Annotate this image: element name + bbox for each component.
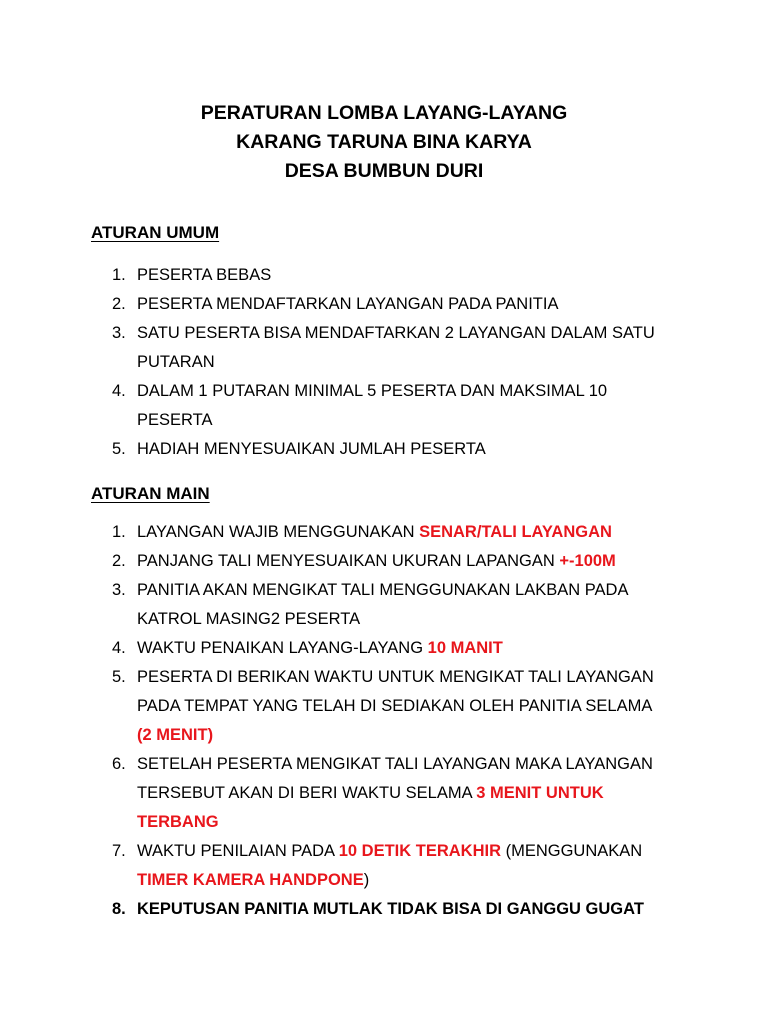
- list-item-number: 1.: [112, 523, 126, 541]
- list-item-number: 3.: [112, 581, 126, 599]
- highlight-text: TIMER KAMERA HANDPONE: [137, 871, 364, 889]
- highlight-text: TERBANG: [137, 813, 219, 831]
- list-item-text: (MENGGUNAKAN: [501, 842, 643, 860]
- list-item: [91, 663, 711, 750]
- list-item-number: 1.: [112, 266, 126, 284]
- list-item-number: 6.: [112, 755, 126, 773]
- list-item: [91, 377, 711, 435]
- list-item-text: SETELAH PESERTA MENGIKAT TALI LAYANGAN MAKA LAYANGAN: [137, 755, 653, 773]
- highlight-text: 10 DETIK TERAKHIR: [338, 842, 501, 860]
- title-line-2: KARANG TARUNA BINA KARYA: [236, 131, 532, 153]
- list-item-text: KATROL MASING2 PESERTA: [137, 610, 361, 628]
- list-item: [91, 435, 711, 464]
- list-item-text: PANJANG TALI MENYESUAIKAN UKURAN LAPANGAN: [137, 552, 560, 570]
- list-item: [91, 895, 711, 924]
- list-item: [91, 261, 711, 290]
- list-item-text: PUTARAN: [137, 353, 215, 371]
- list-item-text: PANITIA AKAN MENGIKAT TALI MENGGUNAKAN LAKBAN PADA: [137, 581, 629, 599]
- list-item-text: WAKTU PENAIKAN LAYANG-LAYANG: [137, 639, 428, 657]
- list-item-text: DALAM 1 PUTARAN MINIMAL 5 PESERTA DAN MAKSIMAL 10: [137, 382, 608, 400]
- list-item-number: 4.: [112, 382, 126, 400]
- list-item: [91, 837, 711, 895]
- section-heading-aturan-main: ATURAN MAIN: [91, 484, 210, 503]
- list-item-text: LAYANGAN WAJIB MENGGUNAKAN: [137, 523, 420, 541]
- list-item-number: 2.: [112, 552, 126, 570]
- list-item: [91, 319, 711, 377]
- highlight-text: 10 MANIT: [427, 639, 503, 657]
- title-line-3: DESA BUMBUN DURI: [284, 160, 484, 182]
- list-item-text: KEPUTUSAN PANITIA MUTLAK TIDAK BISA DI GANGGU GUGAT: [137, 900, 644, 918]
- list-item-text: HADIAH MENYESUAIKAN JUMLAH PESERTA: [137, 440, 486, 458]
- list-item-text: WAKTU PENILAIAN PADA: [137, 842, 339, 860]
- list-item-number: 5.: [112, 668, 126, 686]
- list-item-text: PESERTA DI BERIKAN WAKTU UNTUK MENGIKAT TALI LAYANGAN: [137, 668, 654, 686]
- highlight-text: +-100M: [559, 552, 616, 570]
- list-item-text: PADA TEMPAT YANG TELAH DI SEDIAKAN OLEH PANITIA SELAMA: [137, 697, 653, 715]
- title-line-1: PERATURAN LOMBA LAYANG-LAYANG: [200, 102, 568, 124]
- list-item: [91, 576, 711, 634]
- list-item-text: TERSEBUT AKAN DI BERI WAKTU SELAMA: [137, 784, 477, 802]
- list-aturan-main: [91, 518, 711, 924]
- list-item: [91, 547, 711, 576]
- list-item-number: 4.: [112, 639, 126, 657]
- list-item-text: PESERTA MENDAFTARKAN LAYANGAN PADA PANITIA: [137, 295, 559, 313]
- list-item-number: 5.: [112, 440, 126, 458]
- list-item-number: 3.: [112, 324, 126, 342]
- list-item: [91, 634, 711, 663]
- section-heading-aturan-umum: ATURAN UMUM: [91, 223, 220, 242]
- document-title: [0, 99, 768, 186]
- highlight-text: (2 MENIT): [137, 726, 214, 744]
- list-aturan-umum: [91, 261, 711, 464]
- list-item: [91, 750, 711, 837]
- list-item-text: ): [363, 871, 370, 889]
- list-item-number: 8.: [112, 900, 126, 918]
- list-item-number: 7.: [112, 842, 126, 860]
- list-item: [91, 518, 711, 547]
- list-item-text: PESERTA: [137, 411, 213, 429]
- highlight-text: 3 MENIT UNTUK: [476, 784, 604, 802]
- list-item-text: PESERTA BEBAS: [137, 266, 272, 284]
- list-item-number: 2.: [112, 295, 126, 313]
- highlight-text: SENAR/TALI LAYANGAN: [419, 523, 612, 541]
- list-item-text: SATU PESERTA BISA MENDAFTARKAN 2 LAYANGAN DALAM SATU: [137, 324, 655, 342]
- list-item: [91, 290, 711, 319]
